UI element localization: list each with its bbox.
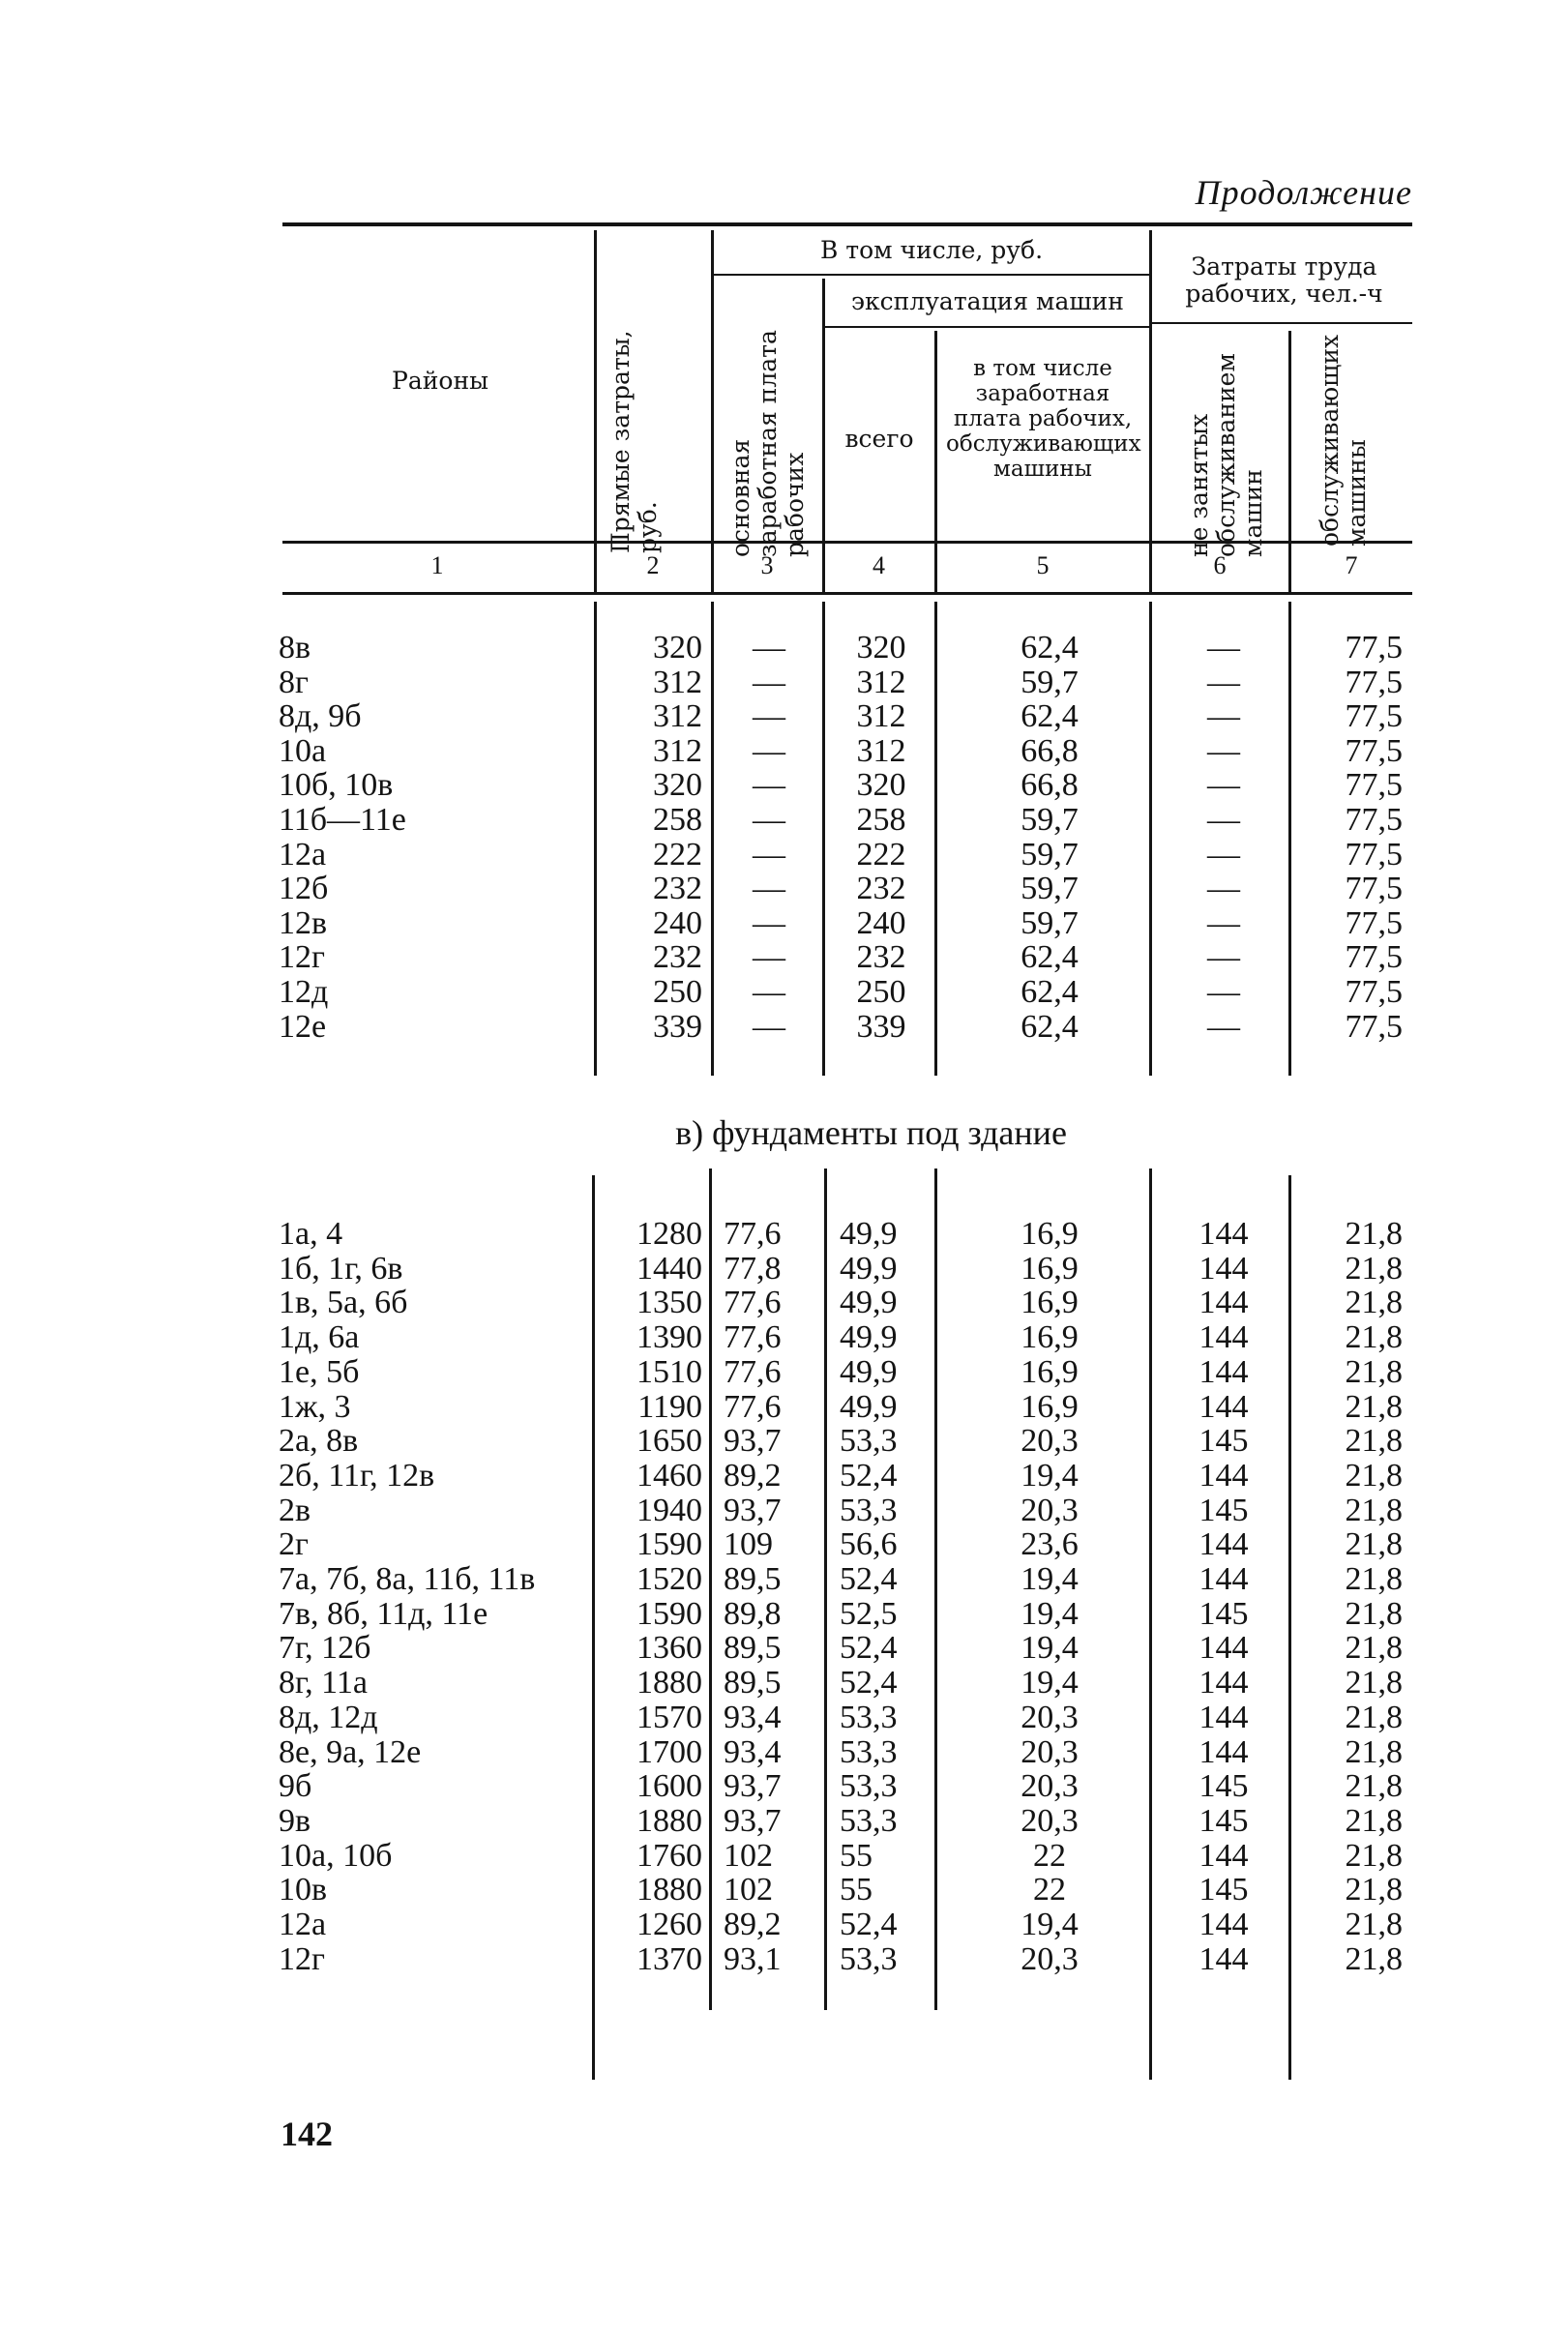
table-cell-col6: 144 (1198, 1699, 1249, 1735)
table-cell-col1: 10а, 10б (279, 1837, 393, 1874)
table-row (0, 803, 1568, 838)
table-cell-col4: 55 (840, 1837, 873, 1874)
table-row (0, 1355, 1568, 1390)
table-cell-col5: 22 (1033, 1872, 1066, 1908)
table-cell-col2: 339 (653, 1008, 702, 1045)
table-cell-col3: — (753, 871, 785, 907)
table-cell-col5: 59,7 (1021, 664, 1079, 700)
colnum-4: 4 (873, 551, 885, 579)
table-cell-col4: 49,9 (840, 1216, 898, 1252)
table-cell-col5: 62,4 (1021, 698, 1079, 735)
table-cell-col7: 77,5 (1345, 802, 1403, 838)
colnum-3: 3 (760, 551, 774, 579)
table-row (0, 1286, 1568, 1320)
table-cell-col4: 49,9 (840, 1388, 898, 1425)
table-cell-col1: 1б, 1г, 6в (279, 1250, 403, 1287)
table-cell-col3: 93,7 (724, 1492, 782, 1528)
table-row (0, 1390, 1568, 1425)
table-cell-col4: 312 (856, 732, 906, 769)
table-cell-col5: 62,4 (1021, 630, 1079, 666)
table-cell-col2: 320 (653, 767, 702, 804)
table-cell-col2: 1880 (636, 1665, 702, 1701)
table-row (0, 872, 1568, 906)
table-row (0, 906, 1568, 941)
table-cell-col6: 144 (1198, 1216, 1249, 1252)
table-cell-col5: 19,4 (1021, 1561, 1079, 1597)
table-cell-col2: 258 (653, 802, 702, 838)
table-row (0, 631, 1568, 666)
table-cell-col4: 52,4 (840, 1907, 898, 1942)
table-cell-col1: 12а (279, 1907, 327, 1942)
table-cell-col7: 21,8 (1345, 1699, 1403, 1735)
table-row (0, 1666, 1568, 1701)
table-cell-col1: 8д, 12д (279, 1699, 378, 1735)
table-row (0, 1527, 1568, 1562)
table-cell-col2: 1390 (636, 1319, 702, 1356)
table-cell-col7: 21,8 (1345, 1561, 1403, 1597)
table-cell-col3: 93,7 (724, 1802, 782, 1839)
table-cell-col4: 53,3 (840, 1940, 898, 1977)
table-cell-col7: 21,8 (1345, 1353, 1403, 1390)
table-cell-col6: 145 (1198, 1595, 1249, 1632)
table-cell-col2: 1600 (636, 1768, 702, 1805)
header-col4: всего (844, 425, 914, 453)
table-row (0, 1735, 1568, 1770)
table-cell-col5: 66,8 (1021, 732, 1079, 769)
table-cell-col5: 20,3 (1021, 1423, 1079, 1460)
header-col2: Прямые затраты, руб. (606, 330, 662, 553)
table-cell-col3: 102 (724, 1872, 773, 1908)
table-cell-col6: — (1207, 630, 1240, 666)
table-cell-col1: 8е, 9а, 12е (279, 1733, 422, 1770)
table-cell-col6: 144 (1198, 1250, 1249, 1287)
table-cell-col3: 89,2 (724, 1457, 782, 1494)
table-cell-col6: 144 (1198, 1285, 1249, 1321)
table-cell-col6: — (1207, 904, 1240, 941)
table-cell-col5: 19,4 (1021, 1457, 1079, 1494)
table-cell-col2: 250 (653, 974, 702, 1010)
header-col1: Районы (392, 367, 488, 395)
table-cell-col6: 145 (1198, 1802, 1249, 1839)
table-cell-col7: 77,5 (1345, 732, 1403, 769)
table-cell-col4: 49,9 (840, 1285, 898, 1321)
colnum-6: 6 (1213, 551, 1227, 579)
table-cell-col1: 1а, 4 (279, 1216, 343, 1252)
header-vline-2 (711, 230, 714, 592)
table-row (0, 1424, 1568, 1459)
table-row (0, 1631, 1568, 1666)
colnum-7: 7 (1345, 551, 1358, 579)
table-row (0, 1769, 1568, 1804)
table-cell-col6: 144 (1198, 1561, 1249, 1597)
table-cell-col2: 222 (653, 836, 702, 873)
table-cell-col4: 232 (856, 871, 906, 907)
table-cell-col2: 320 (653, 630, 702, 666)
header-col3: основная заработная плата рабочих (726, 330, 809, 557)
table-cell-col5: 22 (1033, 1837, 1066, 1874)
table-cell-col2: 1570 (636, 1699, 702, 1735)
table-row (0, 666, 1568, 700)
header-group-mach: эксплуатация машин (851, 287, 1124, 315)
table-cell-col5: 16,9 (1021, 1319, 1079, 1356)
table-cell-col6: — (1207, 767, 1240, 804)
header-group-labor: Затраты труда рабочих, чел.-ч (1185, 252, 1383, 308)
table-cell-col1: 1д, 6а (279, 1319, 360, 1356)
table-cell-col3: 93,4 (724, 1699, 782, 1735)
table-cell-col7: 21,8 (1345, 1872, 1403, 1908)
table-row (0, 940, 1568, 975)
table-cell-col2: 312 (653, 698, 702, 735)
table-cell-col4: 53,3 (840, 1699, 898, 1735)
page-number: 142 (281, 2115, 333, 2153)
header-vline-1 (594, 230, 597, 592)
table-cell-col4: 53,3 (840, 1802, 898, 1839)
table-row (0, 838, 1568, 873)
table-cell-col4: 49,9 (840, 1250, 898, 1287)
table-cell-col5: 62,4 (1021, 1008, 1079, 1045)
table-cell-col1: 12а (279, 836, 327, 873)
table-row (0, 699, 1568, 734)
table-cell-col4: 53,3 (840, 1768, 898, 1805)
table-cell-col7: 77,5 (1345, 939, 1403, 976)
table-cell-col2: 1510 (636, 1353, 702, 1390)
table-cell-col2: 1590 (636, 1595, 702, 1632)
continuation-title: Продолжение (1195, 173, 1412, 212)
table-cell-col6: 144 (1198, 1907, 1249, 1942)
table-cell-col4: 232 (856, 939, 906, 976)
table-cell-col3: — (753, 664, 785, 700)
table-cell-col3: — (753, 802, 785, 838)
table-cell-col4: 240 (856, 904, 906, 941)
table-cell-col5: 16,9 (1021, 1285, 1079, 1321)
table-cell-col3: 109 (724, 1526, 773, 1563)
table-cell-col6: 144 (1198, 1665, 1249, 1701)
table-cell-col5: 20,3 (1021, 1492, 1079, 1528)
table-cell-col6: 144 (1198, 1940, 1249, 1977)
table-cell-col3: 89,5 (724, 1561, 782, 1597)
table-row (0, 1217, 1568, 1252)
table-cell-col7: 21,8 (1345, 1526, 1403, 1563)
table-cell-col3: 89,8 (724, 1595, 782, 1632)
table-cell-col4: 52,4 (840, 1561, 898, 1597)
table-cell-col6: — (1207, 836, 1240, 873)
table-cell-col5: 62,4 (1021, 974, 1079, 1010)
table-cell-col4: 312 (856, 698, 906, 735)
table-cell-col7: 21,8 (1345, 1457, 1403, 1494)
table-cell-col4: 49,9 (840, 1319, 898, 1356)
table-cell-col4: 339 (856, 1008, 906, 1045)
table-cell-col1: 7в, 8б, 11д, 11е (279, 1595, 488, 1632)
table-cell-col7: 77,5 (1345, 1008, 1403, 1045)
table-cell-col6: — (1207, 974, 1240, 1010)
table-cell-col4: 53,3 (840, 1492, 898, 1528)
table-cell-col5: 20,3 (1021, 1733, 1079, 1770)
table-cell-col6: 144 (1198, 1526, 1249, 1563)
table-cell-col4: 320 (856, 630, 906, 666)
table-cell-col2: 1280 (636, 1216, 702, 1252)
table-cell-col2: 312 (653, 732, 702, 769)
table-cell-col1: 2а, 8в (279, 1423, 359, 1460)
table-cell-col5: 59,7 (1021, 904, 1079, 941)
table-cell-col2: 1460 (636, 1457, 702, 1494)
table-cell-col7: 21,8 (1345, 1768, 1403, 1805)
table-cell-col6: 144 (1198, 1733, 1249, 1770)
table-cell-col1: 7а, 7б, 8а, 11б, 11в (279, 1561, 536, 1597)
table-cell-col5: 59,7 (1021, 802, 1079, 838)
table-cell-col1: 8г (279, 664, 309, 700)
numbers-bottom-rule (282, 592, 1412, 595)
table-cell-col6: — (1207, 664, 1240, 700)
table-row (0, 1839, 1568, 1874)
group-incl-underline (714, 274, 1149, 276)
table-row (0, 1494, 1568, 1528)
table-cell-col2: 1650 (636, 1423, 702, 1460)
table-row (0, 1701, 1568, 1735)
table-cell-col7: 77,5 (1345, 974, 1403, 1010)
table-cell-col5: 16,9 (1021, 1388, 1079, 1425)
table-cell-col6: 145 (1198, 1768, 1249, 1805)
table-cell-col1: 8в (279, 630, 311, 666)
table-row (0, 1804, 1568, 1839)
table-cell-col2: 1260 (636, 1907, 702, 1942)
table-cell-col5: 16,9 (1021, 1353, 1079, 1390)
table-cell-col7: 77,5 (1345, 871, 1403, 907)
table-row (0, 1459, 1568, 1494)
header-top-rule (282, 222, 1412, 226)
table-cell-col3: 89,5 (724, 1665, 782, 1701)
table-cell-col4: 52,5 (840, 1595, 898, 1632)
table-cell-col4: 320 (856, 767, 906, 804)
table-cell-col6: 144 (1198, 1630, 1249, 1667)
table-cell-col3: 89,2 (724, 1907, 782, 1942)
table-cell-col7: 21,8 (1345, 1907, 1403, 1942)
table-cell-col3: 77,6 (724, 1216, 782, 1252)
table-cell-col4: 52,4 (840, 1630, 898, 1667)
table-cell-col1: 12б (279, 871, 329, 907)
table-cell-col5: 20,3 (1021, 1768, 1079, 1805)
table-cell-col2: 1880 (636, 1872, 702, 1908)
table-cell-col6: 145 (1198, 1872, 1249, 1908)
table-row (0, 1873, 1568, 1908)
table-cell-col6: — (1207, 939, 1240, 976)
table-cell-col1: 10б, 10в (279, 767, 394, 804)
table-cell-col5: 16,9 (1021, 1216, 1079, 1252)
table-cell-col3: — (753, 904, 785, 941)
table-cell-col1: 12е (279, 1008, 327, 1045)
table-cell-col2: 232 (653, 939, 702, 976)
table-cell-col3: 102 (724, 1837, 773, 1874)
table-cell-col5: 66,8 (1021, 767, 1079, 804)
table-cell-col2: 1370 (636, 1940, 702, 1977)
table-cell-col7: 21,8 (1345, 1388, 1403, 1425)
table-cell-col1: 2г (279, 1526, 309, 1563)
table-cell-col3: — (753, 974, 785, 1010)
header-col5: в том числе заработная плата рабочих, обслуживающих машины (946, 356, 1141, 482)
table-cell-col4: 258 (856, 802, 906, 838)
table-cell-col5: 16,9 (1021, 1250, 1079, 1287)
table-cell-col2: 1590 (636, 1526, 702, 1563)
table-cell-col1: 10в (279, 1872, 328, 1908)
colnum-5: 5 (1036, 551, 1050, 579)
table-cell-col7: 77,5 (1345, 836, 1403, 873)
table-cell-col6: 144 (1198, 1353, 1249, 1390)
table-cell-col7: 21,8 (1345, 1423, 1403, 1460)
table-cell-col4: 250 (856, 974, 906, 1010)
table-cell-col1: 2в (279, 1492, 311, 1528)
table-cell-col3: 77,6 (724, 1353, 782, 1390)
table-row (0, 768, 1568, 803)
table-cell-col1: 2б, 11г, 12в (279, 1457, 435, 1494)
table-cell-col3: — (753, 1008, 785, 1045)
table-cell-col3: 89,5 (724, 1630, 782, 1667)
header-group-incl: В том числе, руб. (819, 236, 1044, 264)
table-cell-col7: 21,8 (1345, 1802, 1403, 1839)
table-cell-col2: 1440 (636, 1250, 702, 1287)
table-cell-col7: 21,8 (1345, 1940, 1403, 1977)
table-cell-col3: 93,4 (724, 1733, 782, 1770)
table-cell-col3: 77,8 (724, 1250, 782, 1287)
table-cell-col5: 19,4 (1021, 1907, 1079, 1942)
table-cell-col6: 144 (1198, 1457, 1249, 1494)
table-cell-col6: — (1207, 871, 1240, 907)
table-cell-col1: 12в (279, 904, 328, 941)
table-cell-col2: 1760 (636, 1837, 702, 1874)
table-cell-col4: 56,6 (840, 1526, 898, 1563)
table-cell-col4: 53,3 (840, 1423, 898, 1460)
table-row (0, 1597, 1568, 1632)
table-cell-col5: 59,7 (1021, 836, 1079, 873)
table-row (0, 975, 1568, 1010)
table-cell-col3: — (753, 767, 785, 804)
table-cell-col3: 93,1 (724, 1940, 782, 1977)
table-cell-col6: — (1207, 802, 1240, 838)
table-cell-col7: 21,8 (1345, 1492, 1403, 1528)
table-row (0, 1942, 1568, 1977)
table-cell-col4: 222 (856, 836, 906, 873)
table-cell-col1: 1е, 5б (279, 1353, 360, 1390)
table-cell-col3: — (753, 732, 785, 769)
table-cell-col1: 8г, 11а (279, 1665, 368, 1701)
table-cell-col3: — (753, 836, 785, 873)
table-cell-col3: 93,7 (724, 1423, 782, 1460)
table-cell-col3: 93,7 (724, 1768, 782, 1805)
table-cell-col7: 21,8 (1345, 1595, 1403, 1632)
table-cell-col1: 10а (279, 732, 327, 769)
table-row (0, 734, 1568, 769)
table-cell-col2: 1520 (636, 1561, 702, 1597)
table-cell-col2: 1880 (636, 1802, 702, 1839)
table-cell-col6: 145 (1198, 1492, 1249, 1528)
table-cell-col2: 312 (653, 664, 702, 700)
table-cell-col5: 19,4 (1021, 1665, 1079, 1701)
table-cell-col6: 144 (1198, 1837, 1249, 1874)
table-cell-col2: 1360 (636, 1630, 702, 1667)
table-cell-col1: 1в, 5а, 6б (279, 1285, 408, 1321)
table-cell-col7: 21,8 (1345, 1733, 1403, 1770)
table-cell-col1: 8д, 9б (279, 698, 362, 735)
table-cell-col6: 144 (1198, 1388, 1249, 1425)
table-row (0, 1908, 1568, 1942)
table-cell-col7: 21,8 (1345, 1837, 1403, 1874)
table-cell-col5: 20,3 (1021, 1699, 1079, 1735)
table-cell-col4: 55 (840, 1872, 873, 1908)
table-row (0, 1010, 1568, 1045)
header-col7: обслуживающих машины (1316, 334, 1371, 547)
table-cell-col1: 9в (279, 1802, 311, 1839)
section-title: в) фундаменты под здание (675, 1113, 1067, 1152)
table-cell-col1: 7г, 12б (279, 1630, 371, 1667)
table-cell-col3: 77,6 (724, 1388, 782, 1425)
table-cell-col7: 21,8 (1345, 1665, 1403, 1701)
colnum-1: 1 (430, 551, 444, 579)
table-cell-col2: 1940 (636, 1492, 702, 1528)
table-cell-col2: 240 (653, 904, 702, 941)
table-cell-col4: 53,3 (840, 1733, 898, 1770)
table-cell-col6: 145 (1198, 1423, 1249, 1460)
header-col6: не занятых обслуживанием машин (1185, 353, 1267, 557)
table-cell-col3: — (753, 939, 785, 976)
table-cell-col4: 52,4 (840, 1665, 898, 1701)
table-cell-col6: — (1207, 1008, 1240, 1045)
table-cell-col1: 12г (279, 1940, 325, 1977)
table-cell-col6: — (1207, 698, 1240, 735)
table-cell-col5: 62,4 (1021, 939, 1079, 976)
table-cell-col2: 232 (653, 871, 702, 907)
table-cell-col7: 77,5 (1345, 698, 1403, 735)
table-cell-col5: 19,4 (1021, 1595, 1079, 1632)
colnum-2: 2 (646, 551, 660, 579)
table-cell-col4: 52,4 (840, 1457, 898, 1494)
table-cell-col1: 1ж, 3 (279, 1388, 351, 1425)
table-cell-col5: 20,3 (1021, 1802, 1079, 1839)
table-cell-col1: 9б (279, 1768, 312, 1805)
table-cell-col5: 19,4 (1021, 1630, 1079, 1667)
table-row (0, 1320, 1568, 1355)
table-cell-col7: 77,5 (1345, 904, 1403, 941)
table-cell-col5: 20,3 (1021, 1940, 1079, 1977)
table-cell-col2: 1190 (637, 1388, 702, 1425)
table-cell-col7: 21,8 (1345, 1250, 1403, 1287)
header-vline-5 (1149, 230, 1152, 592)
table-cell-col3: — (753, 630, 785, 666)
table-cell-col7: 21,8 (1345, 1630, 1403, 1667)
table-cell-col6: — (1207, 732, 1240, 769)
table-cell-col3: 77,6 (724, 1319, 782, 1356)
table-cell-col7: 21,8 (1345, 1319, 1403, 1356)
table-cell-col1: 11б—11е (279, 802, 406, 838)
table-cell-col6: 144 (1198, 1319, 1249, 1356)
table-cell-col7: 77,5 (1345, 664, 1403, 700)
table-row (0, 1562, 1568, 1597)
table-cell-col7: 77,5 (1345, 630, 1403, 666)
table-cell-col2: 1350 (636, 1285, 702, 1321)
table-cell-col4: 312 (856, 664, 906, 700)
table-cell-col3: — (753, 698, 785, 735)
table-cell-col1: 12д (279, 974, 329, 1010)
table-cell-col7: 77,5 (1345, 767, 1403, 804)
table-cell-col1: 12г (279, 939, 325, 976)
table-row (0, 1252, 1568, 1287)
table-cell-col7: 21,8 (1345, 1216, 1403, 1252)
table-cell-col5: 23,6 (1021, 1526, 1079, 1563)
table-cell-col3: 77,6 (724, 1285, 782, 1321)
table-cell-col5: 59,7 (1021, 871, 1079, 907)
table-cell-col4: 49,9 (840, 1353, 898, 1390)
table-cell-col7: 21,8 (1345, 1285, 1403, 1321)
table-cell-col2: 1700 (636, 1733, 702, 1770)
group-mach-underline (824, 326, 1151, 328)
